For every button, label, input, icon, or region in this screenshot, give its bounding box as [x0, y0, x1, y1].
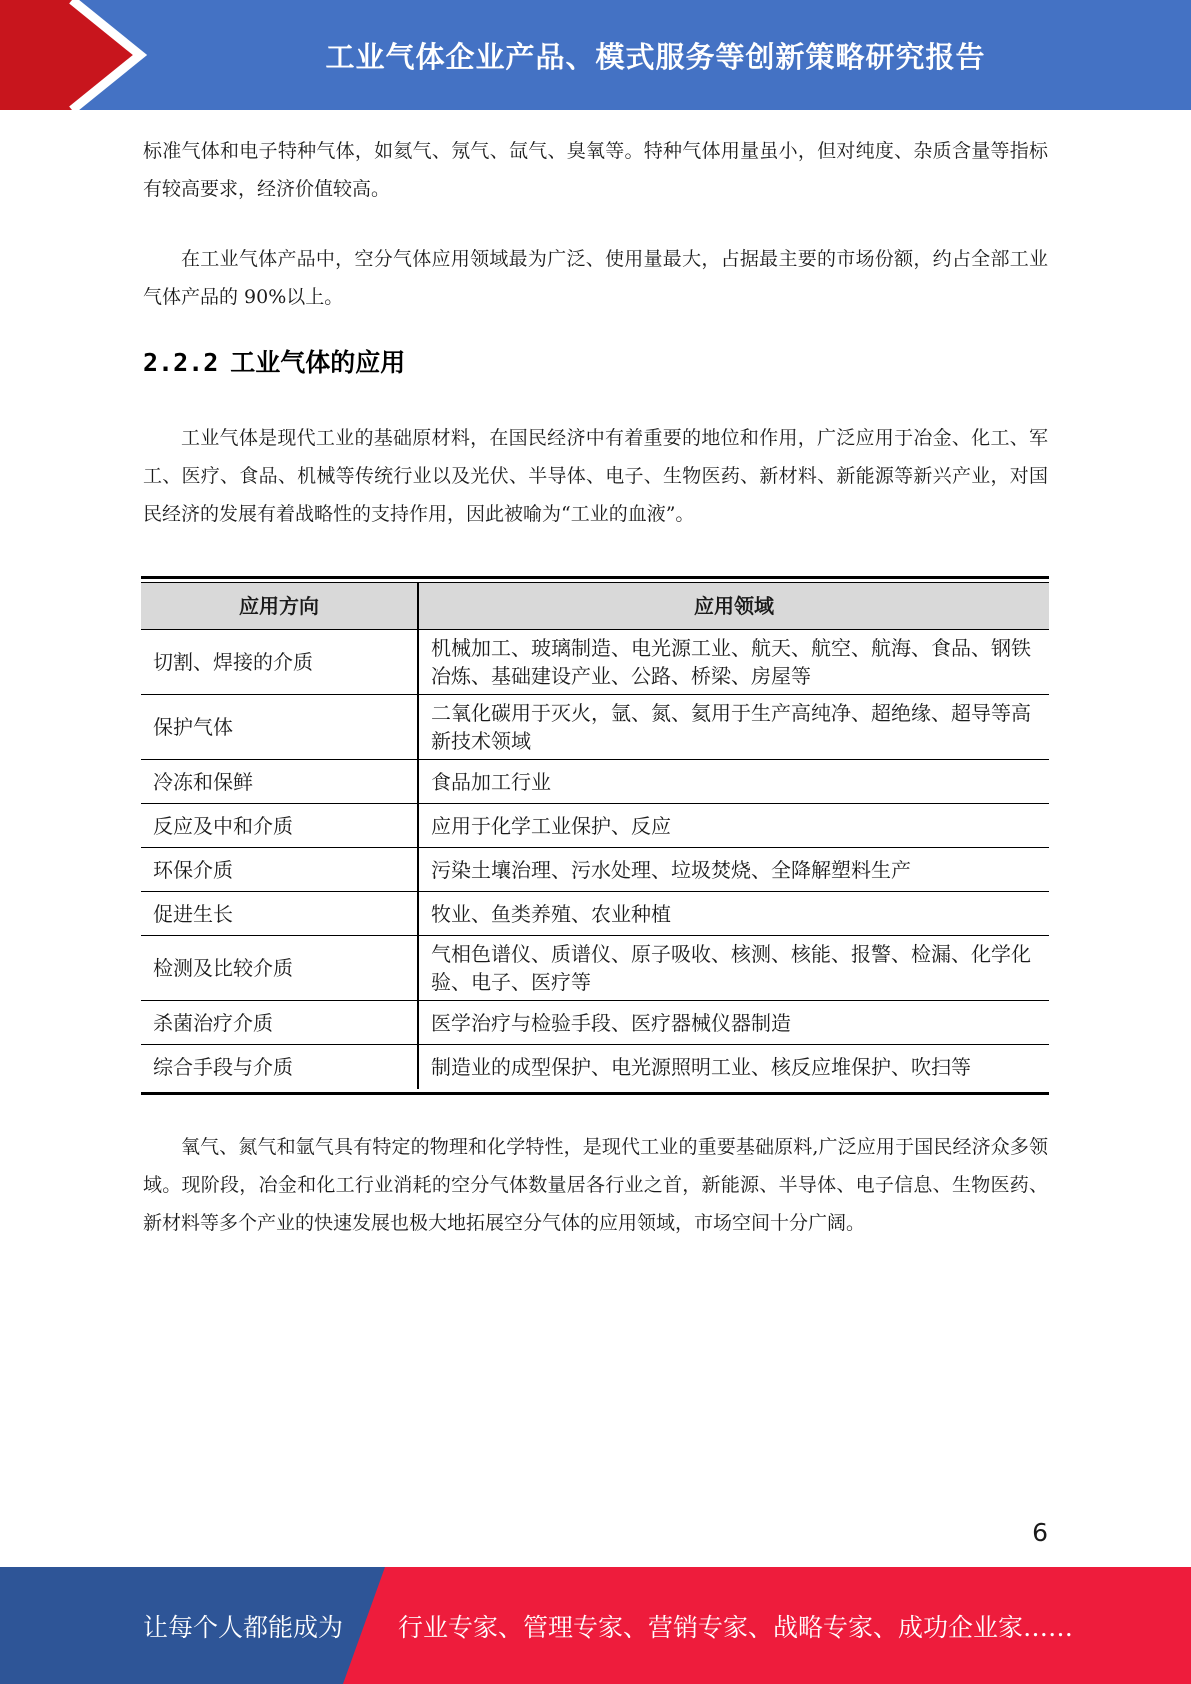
table-cell-field: 牧业、鱼类养殖、农业种植 [418, 892, 1049, 936]
footer-slogan-left: 让每个人都能成为 [143, 1612, 344, 1642]
section-heading [143, 343, 405, 379]
paragraph-special-gases: 标准气体和电子特种气体，如氦气、氖气、氙气、臭氧等。特种气体用量虽小，但对纯度、杂质含量等指标有较高要求，经济价值较高。 [143, 140, 1048, 200]
report-title: 工业气体企业产品、模式服务等创新策略研究报告 [325, 39, 986, 74]
table-cell-field: 制造业的成型保护、电光源照明工业、核反应堆保护、吹扫等 [431, 1054, 971, 1079]
table-cell-field: 二氧化碳用于灭火，氩、氮、氦用于生产高纯净、超绝缘、超导等高新技术领域 [418, 695, 1049, 760]
table-row [141, 892, 1049, 936]
table-cell-field: 医学治疗与检验手段、医疗器械仪器制造 [418, 1001, 1049, 1045]
table-cell-field: 污染土壤治理、污水处理、垃圾焚烧、全降解塑料生产 [418, 848, 1049, 892]
table-cell-direction: 促进生长 [141, 892, 418, 936]
footer-slogan-right: 行业专家、管理专家、营销专家、战略专家、成功企业家…… [398, 1612, 1074, 1642]
table-row [141, 1045, 1049, 1089]
table-cell-field: 应用于化学工业保护、反应 [418, 804, 1049, 848]
table-row [141, 695, 1049, 760]
table-row [141, 936, 1049, 1001]
paragraph-air-gases-importance: 氧气、氮气和氩气具有特定的物理和化学特性，是现代工业的重要基础原料,广泛应用于国民经济众多领域。现阶段，冶金和化工行业消耗的空分气体数量居各行业之首，新能源、半导体、电子信息、生物医药、新材料等多个产业的快速发展也极大地拓展空分气体的应用领域，市场空间十分广阔。 [143, 1136, 1048, 1234]
page-header [0, 0, 1191, 110]
paragraph-industrial-gas-applications: 工业气体是现代工业的基础原材料，在国民经济中有着重要的地位和作用，广泛应用于冶金、化工、军工、医疗、食品、机械等传统行业以及光伏、半导体、电子、生物医药、新材料、新能源等新兴产业，对国民经济的发展有着战略性的支持作用，因此被喻为“工业的血液”。 [143, 427, 1048, 525]
table-cell-direction: 综合手段与介质 [141, 1045, 418, 1089]
column-header-direction: 应用方向 [141, 583, 418, 630]
table-cell-direction: 杀菌治疗介质 [141, 1001, 418, 1045]
table-cell-field: 气相色谱仪、质谱仪、原子吸收、核测、核能、报警、检漏、化学化验、电子、医疗等 [418, 936, 1049, 1001]
table-cell-direction: 保护气体 [141, 695, 418, 760]
section-number: 2.2.2 [143, 348, 219, 377]
page-footer [0, 1567, 1191, 1684]
section-title: 工业气体的应用 [230, 348, 406, 377]
application-table [141, 576, 1049, 1095]
table-cell-direction: 切割、焊接的介质 [141, 630, 418, 695]
table-row [141, 848, 1049, 892]
paragraph-air-separation-share: 在工业气体产品中，空分气体应用领域最为广泛、使用量最大，占据最主要的市场份额，约占全部工业气体产品的 90%以上。 [143, 248, 1048, 308]
table-row [141, 1001, 1049, 1045]
table-cell-direction: 反应及中和介质 [141, 804, 418, 848]
table-header-row [141, 583, 1049, 630]
page-number: 6 [1032, 1518, 1048, 1547]
table-cell-direction: 检测及比较介质 [141, 936, 418, 1001]
column-header-field: 应用领域 [418, 583, 1049, 630]
table-row [141, 804, 1049, 848]
table-cell-direction: 环保介质 [141, 848, 418, 892]
table-cell-field: 食品加工行业 [418, 760, 1049, 804]
table-cell-field: 机械加工、玻璃制造、电光源工业、航天、航空、航海、食品、钢铁冶炼、基础建设产业、公路、桥梁、房屋等 [418, 630, 1049, 695]
table-cell-direction: 冷冻和保鲜 [141, 760, 418, 804]
table-row [141, 760, 1049, 804]
table-row [141, 630, 1049, 695]
